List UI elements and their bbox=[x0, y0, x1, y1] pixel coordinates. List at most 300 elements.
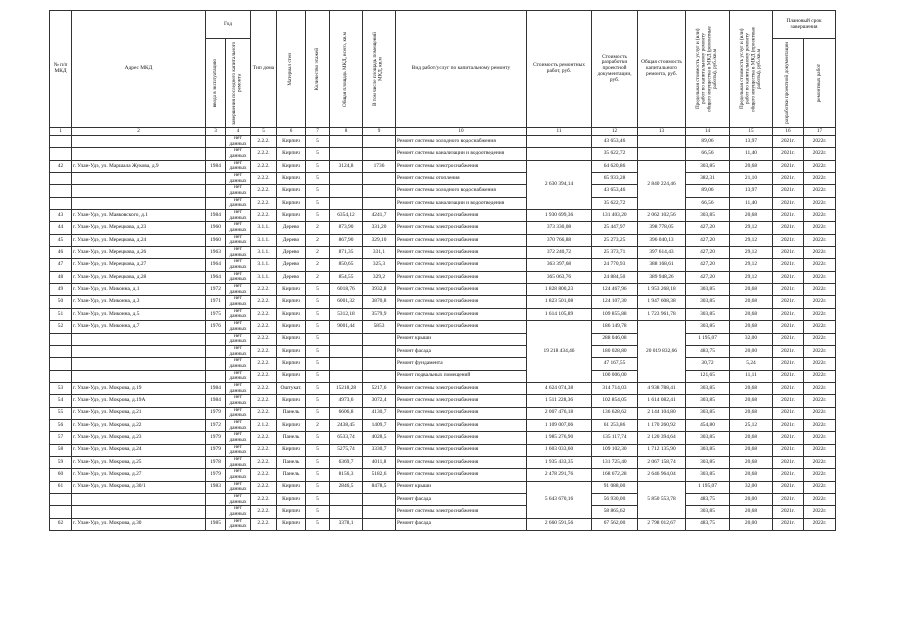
row-work-type: Ремонт системы электроснабжения bbox=[396, 506, 527, 518]
row-total-area: 6369,7 bbox=[330, 456, 363, 468]
row-floors: 2 bbox=[306, 234, 330, 246]
row-deadline-works: 2022г. bbox=[804, 185, 836, 197]
header-cost-total: Общая стоимость капитального ремонта, руб. bbox=[638, 11, 686, 128]
row-wall-material: Кирпич bbox=[277, 148, 306, 160]
row-wall-material: Кирпич bbox=[277, 358, 306, 370]
row-total-area: 4973,6 bbox=[330, 395, 363, 407]
row-limit-repair: 483,75 bbox=[686, 518, 730, 530]
row-deadline-design: 2021г. bbox=[773, 518, 804, 530]
row-residential-area bbox=[363, 197, 396, 209]
row-cost-repair: 1 614 105,89 bbox=[527, 308, 592, 320]
column-index-cell: 13 bbox=[638, 128, 686, 136]
header-limit-design bbox=[730, 11, 773, 128]
header-limit-design-text: Предельная стоимость услуг и (или) работ по капитальному ремонту общего имущества в МКД (проектные работы), руб./кв.м bbox=[738, 26, 762, 112]
row-house-type: 2.2.2. bbox=[251, 345, 277, 357]
row-num bbox=[50, 173, 72, 185]
row-work-type: Ремонт крыши bbox=[396, 333, 527, 345]
row-limit-repair: 303,85 bbox=[686, 469, 730, 481]
row-floors: 2 bbox=[306, 271, 330, 283]
column-index-cell: 12 bbox=[592, 128, 638, 136]
row-wall-material: Кирпич bbox=[277, 308, 306, 320]
row-deadline-design: 2021г. bbox=[773, 333, 804, 345]
column-index-cell: 8 bbox=[330, 128, 363, 136]
row-address: г. Улан-Удэ, ул. Мокрова, д.30 bbox=[72, 518, 206, 530]
row-deadline-design: 2021г. bbox=[773, 469, 804, 481]
row-deadline-design: 2021г. bbox=[773, 444, 804, 456]
row-floors: 5 bbox=[306, 493, 330, 505]
table-row bbox=[50, 222, 836, 234]
row-limit-design: 5,24 bbox=[730, 358, 773, 370]
row-address: г. Улан-Удэ, ул. Мокрова, д.19А bbox=[72, 395, 206, 407]
column-index-cell: 16 bbox=[773, 128, 804, 136]
row-deadline-works: 2022г. bbox=[804, 345, 836, 357]
row-cost-design: 124 467,96 bbox=[592, 284, 638, 296]
header-deadline-design bbox=[773, 39, 804, 128]
row-wall-material: Дерево bbox=[277, 259, 306, 271]
row-residential-area bbox=[363, 493, 396, 505]
row-year-commission: 1976 bbox=[206, 321, 226, 333]
row-address: г. Улан-Удэ, ул. Мокрова, д.25 bbox=[72, 456, 206, 468]
row-year-commission bbox=[206, 136, 226, 148]
row-limit-design: 20,68 bbox=[730, 382, 773, 394]
row-year-repair: нет данных bbox=[226, 234, 251, 246]
row-wall-material: Кирпич bbox=[277, 160, 306, 172]
row-wall-material: Панель bbox=[277, 456, 306, 468]
row-deadline-design: 2021г. bbox=[773, 173, 804, 185]
row-cost-design: 25 273,25 bbox=[592, 234, 638, 246]
row-num bbox=[50, 185, 72, 197]
row-house-type: 2.2.2. bbox=[251, 296, 277, 308]
row-cost-design: 314 714,03 bbox=[592, 382, 638, 394]
row-limit-design: 20,68 bbox=[730, 395, 773, 407]
row-residential-area: 1409,7 bbox=[363, 419, 396, 431]
row-year-commission: 1985 bbox=[206, 518, 226, 530]
table-row bbox=[50, 148, 836, 160]
row-limit-design: 21,10 bbox=[730, 173, 773, 185]
row-work-type: Ремонт системы холодного водоснабжения bbox=[396, 136, 527, 148]
row-cost-total: 398 778,05 bbox=[638, 222, 686, 234]
row-deadline-works: 2022г. bbox=[804, 444, 836, 456]
row-year-repair: нет данных bbox=[226, 345, 251, 357]
row-deadline-works: 2022г. bbox=[804, 456, 836, 468]
row-deadline-design: 2021г. bbox=[773, 419, 804, 431]
row-year-commission: 1972 bbox=[206, 419, 226, 431]
row-work-type: Ремонт системы холодного водоснабжения bbox=[396, 185, 527, 197]
row-num bbox=[50, 148, 72, 160]
row-limit-design: 20,68 bbox=[730, 456, 773, 468]
row-limit-repair: 303,85 bbox=[686, 382, 730, 394]
row-work-type: Ремонт системы электроснабжения bbox=[396, 284, 527, 296]
row-limit-design: 29,12 bbox=[730, 259, 773, 271]
table-row bbox=[50, 345, 836, 357]
row-work-type: Ремонт системы электроснабжения bbox=[396, 444, 527, 456]
row-deadline-design: 2021г. bbox=[773, 506, 804, 518]
row-total-area: 6533,74 bbox=[330, 432, 363, 444]
row-year-commission: 1979 bbox=[206, 407, 226, 419]
row-total-area bbox=[330, 506, 363, 518]
row-address: г. Улан-Удэ, ул. Мокрова, д.27 bbox=[72, 469, 206, 481]
header-year-commission bbox=[206, 39, 226, 128]
row-deadline-works: 2022г. bbox=[804, 358, 836, 370]
row-wall-material: Кирпич bbox=[277, 493, 306, 505]
column-index-cell: 9 bbox=[363, 128, 396, 136]
table-row bbox=[50, 358, 836, 370]
row-limit-design: 20,68 bbox=[730, 160, 773, 172]
row-residential-area: 3579,9 bbox=[363, 308, 396, 320]
row-deadline-works: 2022г. bbox=[804, 395, 836, 407]
column-index-cell: 14 bbox=[686, 128, 730, 136]
row-year-commission: 1979 bbox=[206, 444, 226, 456]
row-deadline-design: 2021г. bbox=[773, 148, 804, 160]
header-year-commission-text: ввода в эксплуатацию bbox=[211, 58, 218, 108]
row-address: г. Улан-Удэ, ул. Мокрова, д.19 bbox=[72, 382, 206, 394]
row-residential-area bbox=[363, 370, 396, 382]
row-cost-total: 396 040,13 bbox=[638, 234, 686, 246]
row-total-area: 873,90 bbox=[330, 222, 363, 234]
row-house-type: 2.2.2. bbox=[251, 308, 277, 320]
row-work-type: Ремонт системы электроснабжения bbox=[396, 271, 527, 283]
row-address: г. Улан-Удэ, ул. Миконна, д.5 bbox=[72, 308, 206, 320]
row-cost-total: 1 723 961,78 bbox=[638, 308, 686, 320]
row-wall-material: Кирпич bbox=[277, 185, 306, 197]
row-deadline-design: 2021г. bbox=[773, 259, 804, 271]
row-cost-total: 1 170 260,92 bbox=[638, 419, 686, 431]
row-floors: 5 bbox=[306, 173, 330, 185]
column-index-cell: 1 bbox=[50, 128, 72, 136]
row-cost-total: 2 144 104,80 bbox=[638, 407, 686, 419]
row-work-type: Ремонт фасада bbox=[396, 493, 527, 505]
row-deadline-design: 2021г. bbox=[773, 271, 804, 283]
row-cost-repair-merged: 2 630 394,14 bbox=[527, 160, 592, 209]
row-limit-repair: 303,85 bbox=[686, 160, 730, 172]
row-floors: 5 bbox=[306, 197, 330, 209]
row-work-type: Ремонт системы электроснабжения bbox=[396, 382, 527, 394]
row-limit-design: 29,12 bbox=[730, 247, 773, 259]
row-wall-material: Дерево bbox=[277, 234, 306, 246]
row-floors: 5 bbox=[306, 284, 330, 296]
row-year-repair: нет данных bbox=[226, 136, 251, 148]
column-index-cell: 2 bbox=[72, 128, 206, 136]
row-cost-repair: 1 935 433,35 bbox=[527, 456, 592, 468]
row-cost-total: 389 948,26 bbox=[638, 271, 686, 283]
row-limit-repair: 303,85 bbox=[686, 444, 730, 456]
row-work-type: Ремонт системы электроснабжения bbox=[396, 395, 527, 407]
row-year-commission bbox=[206, 197, 226, 209]
column-index-cell: 4 bbox=[226, 128, 251, 136]
row-cost-total-merged: 5 850 553,78 bbox=[638, 481, 686, 518]
row-year-commission: 1983 bbox=[206, 481, 226, 493]
row-work-type: Ремонт системы электроснабжения bbox=[396, 222, 527, 234]
header-year-repair-text: завершения последнего капитального ремонта bbox=[231, 41, 243, 125]
row-residential-area: 1736 bbox=[363, 160, 396, 172]
header-address: Адрес МКД bbox=[72, 11, 206, 128]
header-cost-repair: Стоимость ремонтных работ, руб. bbox=[527, 11, 592, 128]
row-limit-repair: 303,85 bbox=[686, 432, 730, 444]
row-wall-material: Кирпич bbox=[277, 481, 306, 493]
row-wall-material: Кирпич bbox=[277, 136, 306, 148]
row-floors: 5 bbox=[306, 148, 330, 160]
row-deadline-works: 2022г. bbox=[804, 247, 836, 259]
table-row bbox=[50, 234, 836, 246]
row-num: 46 bbox=[50, 247, 72, 259]
row-cost-total: 2 067 158,74 bbox=[638, 456, 686, 468]
row-year-commission: 1975 bbox=[206, 308, 226, 320]
row-total-area bbox=[330, 333, 363, 345]
row-residential-area bbox=[363, 148, 396, 160]
row-floors: 5 bbox=[306, 358, 330, 370]
row-limit-repair: 427,20 bbox=[686, 247, 730, 259]
row-wall-material: Кирпич bbox=[277, 370, 306, 382]
row-floors: 2 bbox=[306, 259, 330, 271]
row-residential-area: 4011,8 bbox=[363, 456, 396, 468]
row-year-repair: нет данных bbox=[226, 456, 251, 468]
row-total-area: 5312,18 bbox=[330, 308, 363, 320]
row-limit-design: 11,40 bbox=[730, 148, 773, 160]
table-row bbox=[50, 247, 836, 259]
row-deadline-works: 2022г. bbox=[804, 234, 836, 246]
row-year-repair: нет данных bbox=[226, 160, 251, 172]
row-limit-design: 13,97 bbox=[730, 185, 773, 197]
header-year-group: Год bbox=[206, 11, 251, 39]
table-row bbox=[50, 382, 836, 394]
row-num bbox=[50, 345, 72, 357]
row-house-type: 2.2.2. bbox=[251, 148, 277, 160]
row-num: 61 bbox=[50, 481, 72, 493]
row-cost-repair: 363 397,68 bbox=[527, 259, 592, 271]
row-cost-total: 1 712 135,90 bbox=[638, 444, 686, 456]
row-floors: 5 bbox=[306, 382, 330, 394]
row-work-type: Ремонт фасада bbox=[396, 518, 527, 530]
row-floors: 5 bbox=[306, 160, 330, 172]
row-wall-material: Оштукат. bbox=[277, 382, 306, 394]
header-deadline-group: Плановый срок завершения bbox=[773, 11, 836, 39]
header-floors bbox=[306, 11, 330, 128]
table-row bbox=[50, 197, 836, 209]
row-year-commission bbox=[206, 345, 226, 357]
table-row bbox=[50, 481, 836, 493]
row-deadline-works: 2022г. bbox=[804, 160, 836, 172]
row-deadline-works: 2022г. bbox=[804, 382, 836, 394]
row-house-type: 2.2.2. bbox=[251, 469, 277, 481]
row-limit-design: 11,11 bbox=[730, 370, 773, 382]
row-wall-material: Кирпич bbox=[277, 419, 306, 431]
row-house-type: 2.2.2. bbox=[251, 493, 277, 505]
row-cost-design: 109 855,88 bbox=[592, 308, 638, 320]
row-num: 45 bbox=[50, 234, 72, 246]
row-year-repair: нет данных bbox=[226, 419, 251, 431]
row-cost-design: 35 622,72 bbox=[592, 197, 638, 209]
row-deadline-design: 2021г. bbox=[773, 210, 804, 222]
row-work-type: Ремонт системы электроснабжения bbox=[396, 321, 527, 333]
row-num: 43 bbox=[50, 210, 72, 222]
row-deadline-design: 2021г. bbox=[773, 382, 804, 394]
header-num: № п/п МКД bbox=[50, 11, 72, 128]
row-cost-design: 25 447,97 bbox=[592, 222, 638, 234]
row-total-area bbox=[330, 173, 363, 185]
row-residential-area: 331,20 bbox=[363, 222, 396, 234]
row-year-repair: нет данных bbox=[226, 173, 251, 185]
row-house-type: 2.2.2. bbox=[251, 370, 277, 382]
header-residential-area-text: В том числе площадь помещений МКД, кв.м bbox=[372, 32, 384, 106]
row-limit-repair: 427,20 bbox=[686, 234, 730, 246]
row-limit-repair: 483,75 bbox=[686, 493, 730, 505]
row-residential-area: 4028,5 bbox=[363, 432, 396, 444]
row-deadline-design: 2021г. bbox=[773, 481, 804, 493]
row-cost-repair-merged: 5 643 670,16 bbox=[527, 481, 592, 518]
row-deadline-works: 2022г. bbox=[804, 506, 836, 518]
row-total-area: 6018,76 bbox=[330, 284, 363, 296]
row-num: 44 bbox=[50, 222, 72, 234]
row-cost-design: 186 149,78 bbox=[592, 321, 638, 333]
table-row bbox=[50, 284, 836, 296]
row-work-type: Ремонт системы электроснабжения bbox=[396, 234, 527, 246]
row-residential-area: 4241,7 bbox=[363, 210, 396, 222]
row-deadline-works: 2022г. bbox=[804, 419, 836, 431]
row-cost-total: 2 120 394,64 bbox=[638, 432, 686, 444]
table-row bbox=[50, 210, 836, 222]
row-num: 42 bbox=[50, 160, 72, 172]
table-row bbox=[50, 296, 836, 308]
row-wall-material: Кирпич bbox=[277, 173, 306, 185]
row-floors: 5 bbox=[306, 469, 330, 481]
row-house-type: 3.1.1. bbox=[251, 222, 277, 234]
row-total-area: 8156,3 bbox=[330, 469, 363, 481]
row-limit-design: 20,68 bbox=[730, 308, 773, 320]
row-cost-design: 61 253,86 bbox=[592, 419, 638, 431]
row-cost-design: 56 930,00 bbox=[592, 493, 638, 505]
row-num: 52 bbox=[50, 321, 72, 333]
row-cost-repair: 1 828 800,23 bbox=[527, 284, 592, 296]
header-deadline-works-text: ремонтных работ bbox=[815, 63, 822, 103]
row-cost-design: 135 117,74 bbox=[592, 432, 638, 444]
row-residential-area bbox=[363, 358, 396, 370]
row-limit-design: 29,12 bbox=[730, 222, 773, 234]
row-year-commission bbox=[206, 358, 226, 370]
row-limit-repair: 303,85 bbox=[686, 407, 730, 419]
row-deadline-design: 2021г. bbox=[773, 247, 804, 259]
row-cost-repair bbox=[527, 148, 592, 160]
header-residential-area bbox=[363, 11, 396, 128]
row-limit-design: 20,68 bbox=[730, 321, 773, 333]
row-residential-area: 325,3 bbox=[363, 259, 396, 271]
row-address: г. Улан-Удэ, ул. Мокрова, д.23 bbox=[72, 432, 206, 444]
row-cost-repair: 1 930 699,36 bbox=[527, 210, 592, 222]
row-limit-repair: 382,31 bbox=[686, 173, 730, 185]
row-cost-design: 47 167,55 bbox=[592, 358, 638, 370]
row-num: 55 bbox=[50, 407, 72, 419]
row-deadline-design: 2021г. bbox=[773, 185, 804, 197]
row-address bbox=[72, 333, 206, 345]
row-year-repair: нет данных bbox=[226, 197, 251, 209]
row-year-commission: 1979 bbox=[206, 432, 226, 444]
row-deadline-works: 2022г. bbox=[804, 333, 836, 345]
row-cost-design: 109 102,30 bbox=[592, 444, 638, 456]
row-limit-repair: 89,06 bbox=[686, 136, 730, 148]
row-year-commission bbox=[206, 185, 226, 197]
row-year-commission: 1964 bbox=[206, 271, 226, 283]
row-residential-area: 3870,8 bbox=[363, 296, 396, 308]
row-year-repair: нет данных bbox=[226, 284, 251, 296]
row-deadline-design: 2021г. bbox=[773, 160, 804, 172]
row-year-repair: нет данных bbox=[226, 481, 251, 493]
row-wall-material: Кирпич bbox=[277, 197, 306, 209]
row-total-area bbox=[330, 148, 363, 160]
row-address bbox=[72, 506, 206, 518]
row-total-area: 854,55 bbox=[330, 271, 363, 283]
row-floors: 5 bbox=[306, 444, 330, 456]
row-cost-total: 1 953 268,18 bbox=[638, 284, 686, 296]
header-wall-material-text: Материал стен bbox=[287, 52, 294, 86]
row-year-commission: 1960 bbox=[206, 222, 226, 234]
row-limit-design: 29,12 bbox=[730, 271, 773, 283]
row-address bbox=[72, 136, 206, 148]
row-work-type: Ремонт системы канализации и водоотведения bbox=[396, 148, 527, 160]
row-cost-total-merged: 2 840 224,46 bbox=[638, 160, 686, 209]
row-house-type: 2.1.2. bbox=[251, 419, 277, 431]
row-num bbox=[50, 197, 72, 209]
header-house-type: Тип дома bbox=[251, 11, 277, 128]
row-limit-design: 20,00 bbox=[730, 518, 773, 530]
row-cost-design: 43 653,46 bbox=[592, 136, 638, 148]
row-cost-design: 131 403,20 bbox=[592, 210, 638, 222]
row-total-area bbox=[330, 358, 363, 370]
row-total-area: 15218,28 bbox=[330, 382, 363, 394]
row-limit-repair: 66,56 bbox=[686, 148, 730, 160]
header-floors-text: Количество этажей bbox=[313, 47, 320, 91]
row-year-commission: 1960 bbox=[206, 234, 226, 246]
row-year-repair: нет данных bbox=[226, 358, 251, 370]
row-year-repair: нет данных bbox=[226, 382, 251, 394]
row-address bbox=[72, 197, 206, 209]
row-limit-repair: 454,80 bbox=[686, 419, 730, 431]
row-cost-repair: 365 063,76 bbox=[527, 271, 592, 283]
row-wall-material: Кирпич bbox=[277, 444, 306, 456]
row-year-repair: нет данных bbox=[226, 259, 251, 271]
row-year-repair: нет данных bbox=[226, 469, 251, 481]
row-wall-material: Дерево bbox=[277, 271, 306, 283]
row-total-area: 9001,44 bbox=[330, 321, 363, 333]
row-cost-design: 25 373,71 bbox=[592, 247, 638, 259]
row-deadline-works: 2022г. bbox=[804, 432, 836, 444]
row-num: 56 bbox=[50, 419, 72, 431]
row-address: г. Улан-Удэ, ул. Мерецкова, д.23 bbox=[72, 222, 206, 234]
row-work-type: Ремонт системы электроснабжения bbox=[396, 469, 527, 481]
row-house-type: 2.2.2. bbox=[251, 518, 277, 530]
row-limit-design: 20,68 bbox=[730, 432, 773, 444]
table-row bbox=[50, 370, 836, 382]
header-work-type: Вид работ/услуг по капитальному ремонту bbox=[396, 11, 527, 128]
row-limit-repair: 303,85 bbox=[686, 506, 730, 518]
row-cost-repair: 4 624 074,38 bbox=[527, 382, 592, 394]
table-row bbox=[50, 259, 836, 271]
row-limit-design: 20,68 bbox=[730, 210, 773, 222]
row-floors: 5 bbox=[306, 370, 330, 382]
row-num: 59 bbox=[50, 456, 72, 468]
row-wall-material: Дерево bbox=[277, 222, 306, 234]
row-wall-material: Кирпич bbox=[277, 518, 306, 530]
row-year-repair: нет данных bbox=[226, 308, 251, 320]
row-total-area: 871,35 bbox=[330, 247, 363, 259]
row-cost-design: 102 854,05 bbox=[592, 395, 638, 407]
row-house-type: 2.2.2. bbox=[251, 160, 277, 172]
row-cost-total-merged: 20 019 832,66 bbox=[638, 321, 686, 383]
row-limit-repair: 303,85 bbox=[686, 395, 730, 407]
table-row bbox=[50, 395, 836, 407]
row-limit-repair: 427,20 bbox=[686, 259, 730, 271]
row-cost-total: 388 168,61 bbox=[638, 259, 686, 271]
row-deadline-design: 2021г. bbox=[773, 136, 804, 148]
row-limit-repair: 483,75 bbox=[686, 345, 730, 357]
